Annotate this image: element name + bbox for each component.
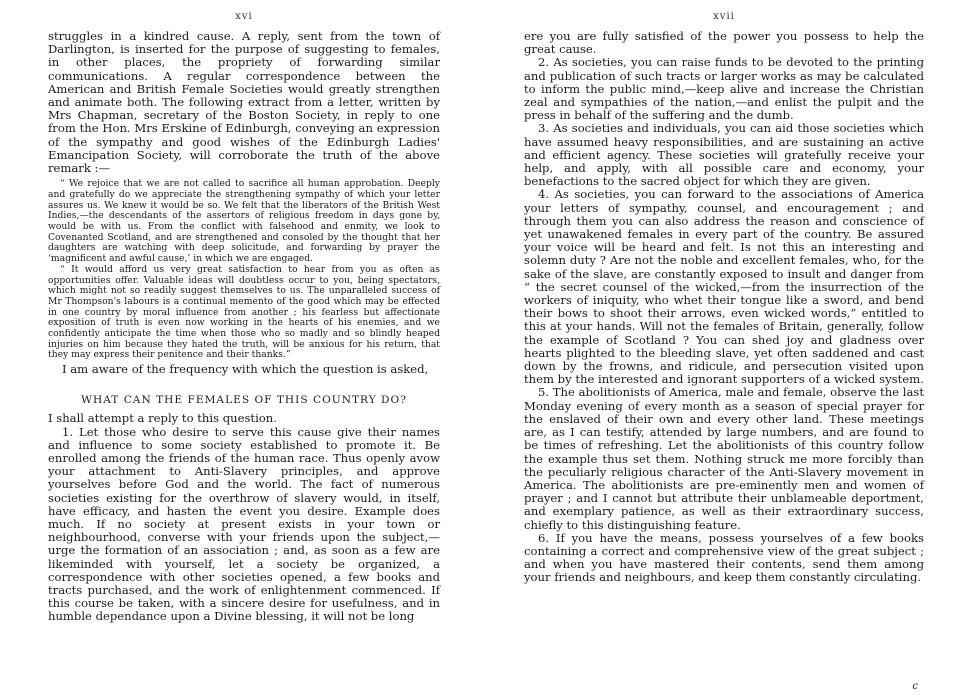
right-paragraph-1: ere you are fully satisfied of the power you possess to help the great cause. [524,29,924,57]
right-page-number: xvii [713,11,735,22]
right-paragraph-3: 3. As societies and individuals, you can aid those societies which have assumed heavy responsibilities, and are sustaining an active and efficient agency. These societies will gratefully receive your help, and apply, with all possible care and economy, your benefactions to the sacred object for which they are given. [524,121,924,189]
quote-paragraph-2: “ It would afford us very great satisfaction to hear from you as often as opportunities offer. Valuable ideas will doubtless occur to you, being spectators, which might not so readily suggest themselves to us. The unparalleled success of Mr Thompson's labours is a continual memento of the good which may be effected in one country by moral influence from another ; his fearless but affectionate exposition of truth is even now working in the hearts of his enemies, and we confidently anticipate the time when those who so madly and so blindly heaped injuries on him because they hated the truth, will be anxious for his return, that they may express their penitence and their thanks.” [48,263,440,361]
left-paragraph-1: struggles in a kindred cause. A reply, sent from the town of Darlington, is inserted for the purpose of suggesting to females, in other places, the propriety of forwarding similar communications. A regular correspondence between the American and British Female Societies would greatly strengthen and animate both. The following extract from a letter, written by Mrs Chapman, secretary of the Boston Society, in reply to one from the Hon. Mrs Erskine of Edinburgh, conveying an expression of the sympathy and good wishes of the Edinburgh Ladies' Emancipation Society, will corroborate the truth of the above remark :— [48,29,440,176]
left-paragraph-4: 1. Let those who desire to serve this cause give their names and influence to some society established to promote it. Be enrolled among the friends of the human race. Thus openly avow your attachment to Anti-Slavery principles, and approve yourselves before God and the world. The fact of numerous societies existing for the overthrow of slavery would, in itself, have efficacy, and hasten the event you desire. Example does much. If no society at present exists in your town or neighbourhood, converse with your friends upon the subject,—urge the formation of an association ; and, as soon as a few are likeminded with yourself, let a society be organized, a correspondence with other societies opened, a few books and tracts purchased, and the work of enlightenment commenced. If this course be taken, with a sincere desire for usefulness, and in humble dependance upon a Divine blessing, it will not be long [48,424,440,624]
right-paragraph-5: 5. The abolitionists of America, male and female, observe the last Monday evening of every month as a season of special prayer for the enslaved of their own and every other land. These meetings are, as I can testify, attended by large numbers, and are found to be times of refreshing. Let the abolitionists of this country follow the example thus set them. Nothing struck me more forcibly than the peculiarly religious character of the Anti-Slavery movement in America. The abolitionists are pre-eminently men and women of prayer ; and I cannot but attribute their unblameable deportment, and exemplary patience, as well as their extraordinary success, chiefly to this distinguishing feature. [524,385,924,532]
quote-paragraph-1: “ We rejoice that we are not called to sacrifice all human approbation. Deeply and gratefully do we appreciate the strengthening sympathy of which your letter assures us. We knew it would be so. We felt that the liberators of the British West Indies,—the descendants of the assertors of religious freedom in days gone by, would be with us. From the conflict with falsehood and enmity, we look to Covenanted Scotland, and are strengthened and consoled by the thought that her daughters are watching with deep solicitude, and forwarding by prayer the ‘magnificent and awful cause,’ in which we are engaged. [48,178,440,265]
section-heading: WHAT CAN THE FEMALES OF THIS COUNTRY DO? [81,394,407,407]
signature-mark: c [912,681,918,692]
left-page-number: xvi [235,11,253,22]
left-paragraph-3: I shall attempt a reply to this question. [48,411,277,426]
right-paragraph-2: 2. As societies, you can raise funds to be devoted to the printing and publication of such tracts or larger works as may be calculated to inform the public mind,—keep alive and increase the Christian zeal and sympathies of the nation,—and enlist the pulpit and the press in behalf of the suffering and the dumb. [524,55,924,123]
left-paragraph-2: I am aware of the frequency with which the question is asked, [62,362,429,377]
right-paragraph-6: 6. If you have the means, possess yourselves of a few books containing a correct and comprehensive view of the great subject ; and when you have mastered their contents, send them among your friends and neighbours, and keep them constantly circulating. [524,530,924,585]
right-paragraph-4: 4. As societies, you can forward to the associations of America your letters of sympathy, counsel, and encouragement ; and through them you can also address the reason and conscience of yet unawakened females in every part of the country. Be assured your voice will be heard and felt. Is not this an interesting and solemn duty ? Are not the noble and excellent females, who, for the sake of the slave, are constantly exposed to insult and danger from “ the secret counsel of the wicked,—from the insurrection of the workers of iniquity, who whet their tongue like a sword, and bend their bows to shoot their arrows, even wicked words,” entitled to this at your hands. Will not the females of Britain, generally, follow the example of Scotland ? You can shed joy and gladness over hearts plighted to the bleeding slave, yet often saddened and cast down by the frowns, and ridicule, and persecution visited upon them by the interested and ignorant supporters of a wicked system. [524,187,924,387]
right-page [490,0,980,700]
quoted-letter [48,179,440,361]
